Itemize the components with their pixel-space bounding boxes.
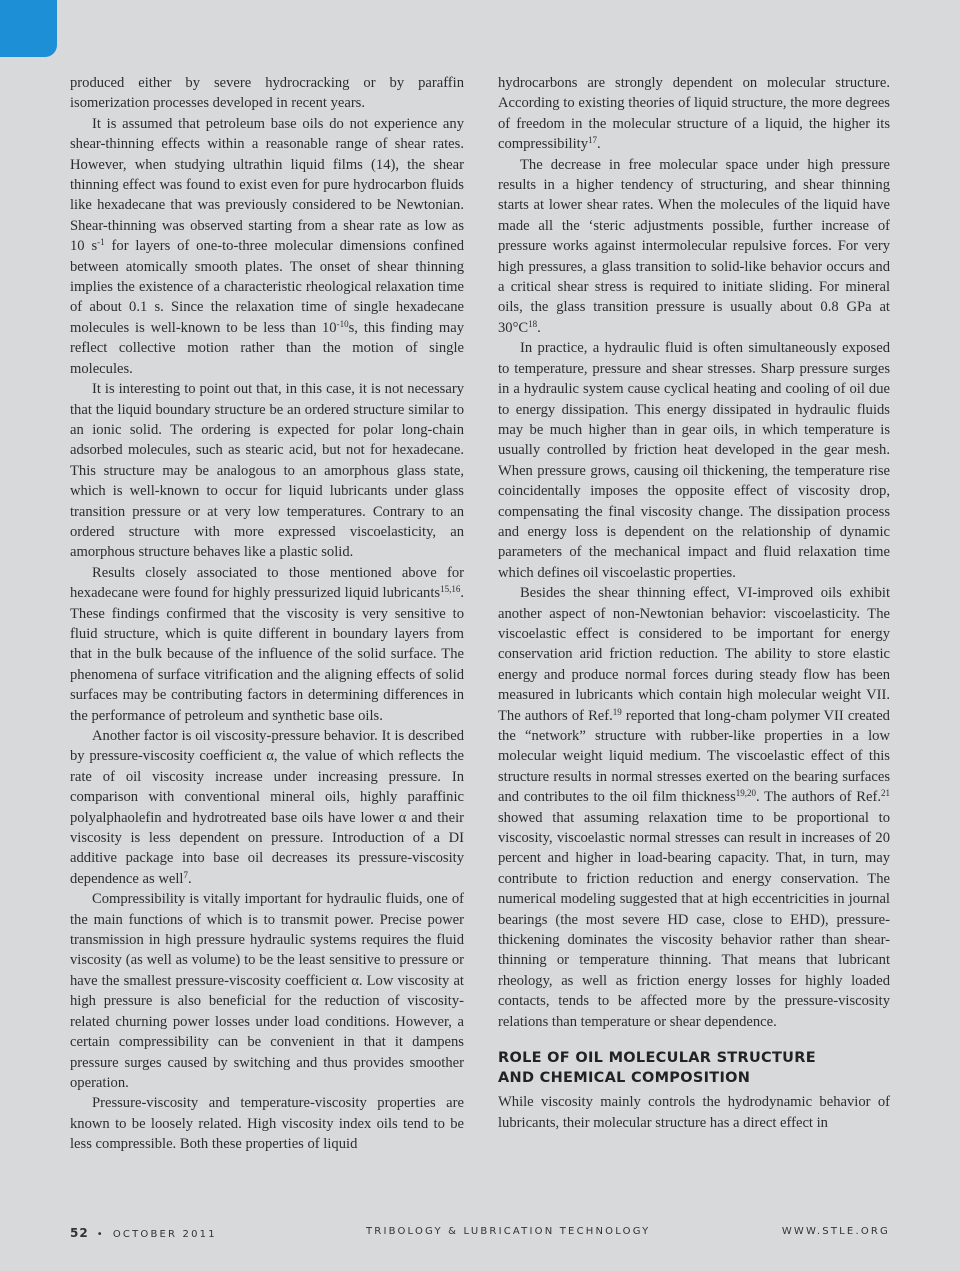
paragraph: Another factor is oil viscosity-pressure behavior. It is described by pressure-viscosity coefficient α, the value of which reflects the rate of oil viscosity increase under increasing pressure. In comparison with conventional mineral oils, highly paraffinic polyalphaolefin and hydrotreated base oils have lower α and their viscosity is less dependent on pressure. Introduction of a DI additive package into base oil decreases its pressure-viscosity dependence as well$^7$. [70,728,464,887]
footer-separator: • [96,1229,105,1240]
paragraph: Besides the shear thinning effect, VI-improved oils exhibit another aspect of non-Newtonian behavior: viscoelasticity. The viscoelastic effect is considered to be important for energy conservation arid friction reduction. The ability to store elastic energy and produce normal forces during steady flow has been measured in lubricants which contain high molecular weight VII. The authors of Ref.$^{19}$ reported that long-cham polymer VII created the “network” structure with rubber-like properties in a low molecular weight liquid medium. The viscoelastic effect of this structure results in normal stresses exerted on the bearing surfaces and contributes to the oil film thickness$^{19,20}$. The authors of Ref.$^{21}$ showed that assuming relaxation time to be proportional to viscosity, viscoelastic normal stresses can result in increases of 20 percent and higher in load-bearing capacity. That, in turn, may contribute to friction reduction and energy conservation. The numerical modeling suggested that at high eccentricities in journal bearings (the most severe HD case, close to EHD), pressure-thickening dominates the viscosity behavior rather than shear-thinning or temperature thinning. That means that lubricant rheology, as well as friction energy losses for highly loaded contacts, tends to be affected more by the pressure-viscosity relations than temperature or shear dependence. [498,585,890,1030]
section-heading [498,1048,890,1088]
paragraph: Compressibility is vitally important for hydraulic fluids, one of the main functions of which is to transmit power. Precise power transmission in high pressure hydraulic systems requires the fluid viscosity (as well as volume) to be the least sensitive to pressure or have the smallest pressure-viscosity coefficient α. Low viscosity at high pressure is also beneficial for the reduction of viscosity- related churning power losses under load conditions. However, a certain compressibility can be convenient in that it dampens pressure surges caused by switching and thus provides smoother operation. [70,891,464,1091]
paragraph: The decrease in free molecular space under high pressure results in a higher tendency of structuring, and shear thinning starts at lower shear rates. When the molecules of the liquid have made all the ‘steric adjustments possible, further increase of pressure works against intermolecular repulsive forces. For very high pressures, a glass transition to solid-like behavior occurs and a critical shear stress is required to initiate sliding. For mineral oils, the glass transition pressure is usually about 0.8 GPa at $30^\circ C^{18}$. [498,156,890,336]
paragraph: While viscosity mainly controls the hydrodynamic behavior of lubricants, their molecular structure has a direct effect in [498,1094,890,1131]
citation-superscript: 17 [588,135,597,146]
paragraph: It is interesting to point out that, in this case, it is not necessary that the liquid boundary structure be an ordered structure similar to an ionic solid. The ordering is expected for polar long-chain adsorbed molecules, such as stearic acid, but not for hexadecane. This structure may be analogous to an amorphous glass state, which is well-known to occur for liquid lubricants under glass transition pressure or at very low temperatures. Contrary to an ordered structure with more expressed viscoelasticity, an amorphous structure behaves like a plastic solid. [70,381,464,561]
paragraph: hydrocarbons are strongly dependent on molecular structure. According to existing theories of liquid structure, the more degrees of freedom in the molecular structure of a liquid, the higher its compressibility$^{17}$. [498,75,890,153]
citation-superscript: 7 [183,869,188,880]
footer-issue [70,1226,217,1240]
paragraph: produced either by severe hydrocracking or by paraffin isomerization processes developed in recent years. [70,75,464,112]
paragraph: Results closely associated to those mentioned above for hexadecane were found for highly pressurized liquid lubricants$^{15,16}$. These findings confirmed that the viscosity is very sensitive to fluid structure, which is quite different in boundary layers from that in the bulk because of the influence of the solid surface. The phenomena of surface vitrification and the aligning effects of solid surfaces may be contributing factors in determining differences in the performance of petroleum and synthetic base oils. [70,564,464,724]
publication-name: TRIBOLOGY & LUBRICATION TECHNOLOGY [366,1226,651,1237]
citation-superscript: 19 [612,706,622,717]
citation-superscript: 21 [881,788,890,799]
section-corner-tab [0,0,57,57]
paragraph: In practice, a hydraulic fluid is often simultaneously exposed to temperature, pressure and shear stresses. Sharp pressure surges in a hydraulic system cause cyclical heating and cooling of oil due to energy dissipation. This energy dissipated in hydraulic fluids may be much higher than in gear oils, in which temperature is usually controlled by friction heat developed in the gear mesh. When pressure grows, causing oil thickening, the temperature rise coincidentally imposes the opposite effect of viscosity drop, compensating the final viscosity change. The dissipation process and energy loss is dependent on the relationship of dynamic parameters of the mechanical impact and fluid relaxation time which defines oil viscoelastic properties. [498,340,890,581]
page-number: 52 [70,1226,89,1240]
website-link[interactable]: WWW.STLE.ORG [781,1226,890,1237]
page-footer [70,1226,890,1240]
issue-date: OCTOBER 2011 [112,1229,217,1240]
citation-superscript: 18 [528,318,538,329]
paragraph: Pressure-viscosity and temperature-viscosity properties are known to be loosely related. High viscosity index oils tend to be less compressible. Both these properties of liquid [70,1095,464,1153]
citation-superscript: 15,16 [440,584,461,595]
citation-superscript: 19,20 [735,788,756,799]
section-heading-line: ROLE OF OIL MOLECULAR STRUCTURE [498,1050,816,1067]
superscript: -10 [336,318,349,329]
right-text-column [498,73,890,1133]
left-text-column [70,73,464,1155]
paragraph: It is assumed that petroleum base oils do not experience any shear-thinning effects within a reasonable range of shear rates. However, when studying ultrathin liquid films (14), the shear thinning effect was found to exist even for pure hydrocarbon fluids like hexadecane that was previously considered to be Newtonian. Shear-thinning was observed starting from a shear rate as low as 10 $s^{-1}$ for layers of one-to-three molecular dimensions confined between atomically smooth plates. The onset of shear thinning implies the existence of a characteristic rheological relaxation time of about 0.1 s. Since the relaxation time of single hexadecane molecules is well-known to be less than $10^{-10}s$, this finding may reflect collective motion rather than the motion of single molecules. [70,115,464,377]
superscript: -1 [97,237,105,248]
section-heading-line: AND CHEMICAL COMPOSITION [498,1070,751,1087]
